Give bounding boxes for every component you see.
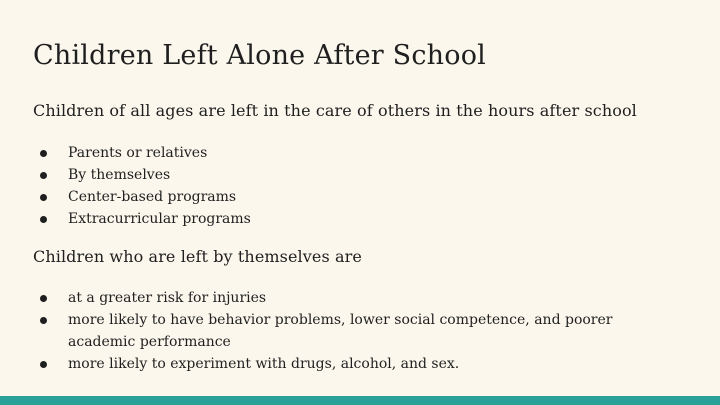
bullet-icon bbox=[40, 150, 47, 157]
bullet-icon bbox=[40, 295, 47, 302]
accent-footer-bar bbox=[0, 396, 720, 405]
care-list bbox=[40, 142, 251, 230]
list-item-text: By themselves bbox=[68, 167, 171, 183]
alone-list bbox=[40, 287, 680, 375]
list-item bbox=[40, 287, 680, 309]
alone-heading: Children who are left by themselves are bbox=[33, 247, 362, 266]
list-item bbox=[40, 186, 251, 208]
list-item bbox=[40, 208, 251, 230]
list-item-text: Center-based programs bbox=[68, 189, 237, 205]
bullet-icon bbox=[40, 216, 47, 223]
bullet-icon bbox=[40, 317, 47, 324]
list-item-text: more likely to experiment with drugs, alcohol, and sex. bbox=[68, 356, 460, 372]
list-item bbox=[40, 353, 680, 375]
list-item-text: Extracurricular programs bbox=[68, 211, 251, 227]
list-item bbox=[40, 309, 680, 353]
bullet-icon bbox=[40, 361, 47, 368]
list-item-text: at a greater risk for injuries bbox=[68, 290, 267, 306]
list-item-text: more likely to have behavior problems, lower social competence, and poorer academic performance bbox=[68, 312, 613, 350]
bullet-icon bbox=[40, 194, 47, 201]
intro-text: Children of all ages are left in the care of others in the hours after school bbox=[33, 101, 637, 120]
bullet-icon bbox=[40, 172, 47, 179]
list-item bbox=[40, 164, 251, 186]
list-item-text: Parents or relatives bbox=[68, 145, 208, 161]
list-item bbox=[40, 142, 251, 164]
slide-title: Children Left Alone After School bbox=[33, 40, 487, 71]
